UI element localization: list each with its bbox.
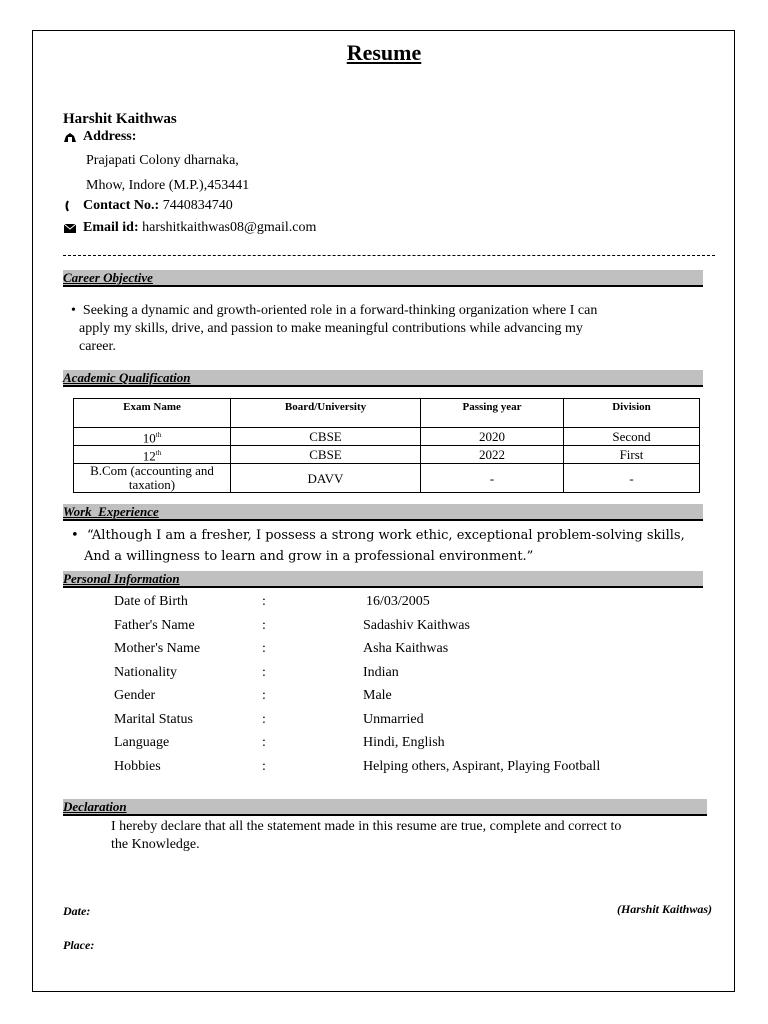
personal-info-value: Hindi, English [363, 735, 445, 750]
personal-info-label: Father's Name [114, 618, 195, 633]
address-icon [63, 131, 77, 143]
table-header-row [74, 399, 700, 428]
personal-info-label: Mother's Name [114, 641, 201, 656]
academic-heading: Academic Qualification [63, 370, 703, 387]
personal-info-label: Gender [114, 688, 156, 703]
personal-info-separator: : [262, 641, 266, 656]
personal-info-label: Nationality [114, 665, 177, 680]
table-row: 12th CBSE 2022 First [74, 446, 700, 464]
declaration-text: I hereby declare that all the statement made in this resume are true, complete and correct to the Knowledge. [111, 819, 622, 852]
personal-info-separator: : [262, 759, 266, 774]
col-board: Board/University [231, 399, 421, 428]
personal-info-label: Marital Status [114, 712, 193, 727]
personal-info-separator: : [262, 688, 266, 703]
col-division: Division [564, 399, 700, 428]
address-line-1: Prajapati Colony dharnaka, [86, 153, 239, 168]
personal-info-value: 16/03/2005 [366, 594, 430, 609]
work-experience-text: • “Although I am a fresher, I possess a strong work ethic, exceptional problem-solving skills, And a willingness to learn and grow in a professional environment.” [71, 528, 685, 564]
career-objective-heading: Career Objective [63, 270, 703, 287]
col-exam-name: Exam Name [74, 399, 231, 428]
dashed-divider [63, 255, 715, 256]
qualification-table [73, 398, 700, 493]
personal-info-heading: Personal Information [63, 571, 703, 588]
table-row: 10th CBSE 2020 Second [74, 428, 700, 446]
work-experience-heading: Work Experience [63, 504, 703, 521]
declaration-underline [63, 815, 707, 816]
table-row: B.Com (accounting and taxation) DAVV - - [74, 464, 700, 493]
email-value: harshitkaithwas08@gmail.com [142, 220, 317, 235]
personal-info-value: Asha Kaithwas [363, 641, 449, 656]
personal-info-separator: : [262, 735, 266, 750]
personal-info-value: Unmarried [363, 712, 424, 727]
address-heading: Address: [63, 129, 136, 145]
personal-info-value: Male [363, 688, 392, 703]
personal-info-label: Date of Birth [114, 594, 188, 609]
phone-icon [63, 200, 77, 212]
place-label: Place: [63, 938, 95, 952]
contact-number: Contact No.: 7440834740 [63, 198, 233, 214]
personal-info-separator: : [262, 594, 266, 609]
career-objective-text: • Seeking a dynamic and growth-oriented role in a forward-thinking organization where I can apply my skills, drive, and passion to make meaningful contributions while advancing my career. [71, 303, 598, 354]
candidate-name: Harshit Kaithwas [63, 111, 177, 127]
personal-info-value: Sadashiv Kaithwas [363, 618, 470, 633]
date-label: Date: [63, 904, 91, 918]
declaration-heading: Declaration [63, 799, 707, 816]
page-title: Resume [346, 40, 422, 65]
mail-icon [63, 222, 77, 234]
personal-info-label: Language [114, 735, 170, 750]
signature: (Harshit Kaithwas) [616, 902, 712, 916]
phone-value: 7440834740 [162, 198, 233, 213]
col-passing-year: Passing year [421, 399, 564, 428]
personal-info-separator: : [262, 618, 266, 633]
email-row: Email id: harshitkaithwas08@gmail.com [63, 220, 316, 236]
address-line-2: Mhow, Indore (M.P.),453441 [86, 178, 250, 193]
personal-info-value: Indian [363, 665, 399, 680]
personal-info-label: Hobbies [114, 759, 161, 774]
personal-info-value: Helping others, Aspirant, Playing Football [363, 759, 601, 774]
personal-info-separator: : [262, 712, 266, 727]
personal-info-separator: : [262, 665, 266, 680]
